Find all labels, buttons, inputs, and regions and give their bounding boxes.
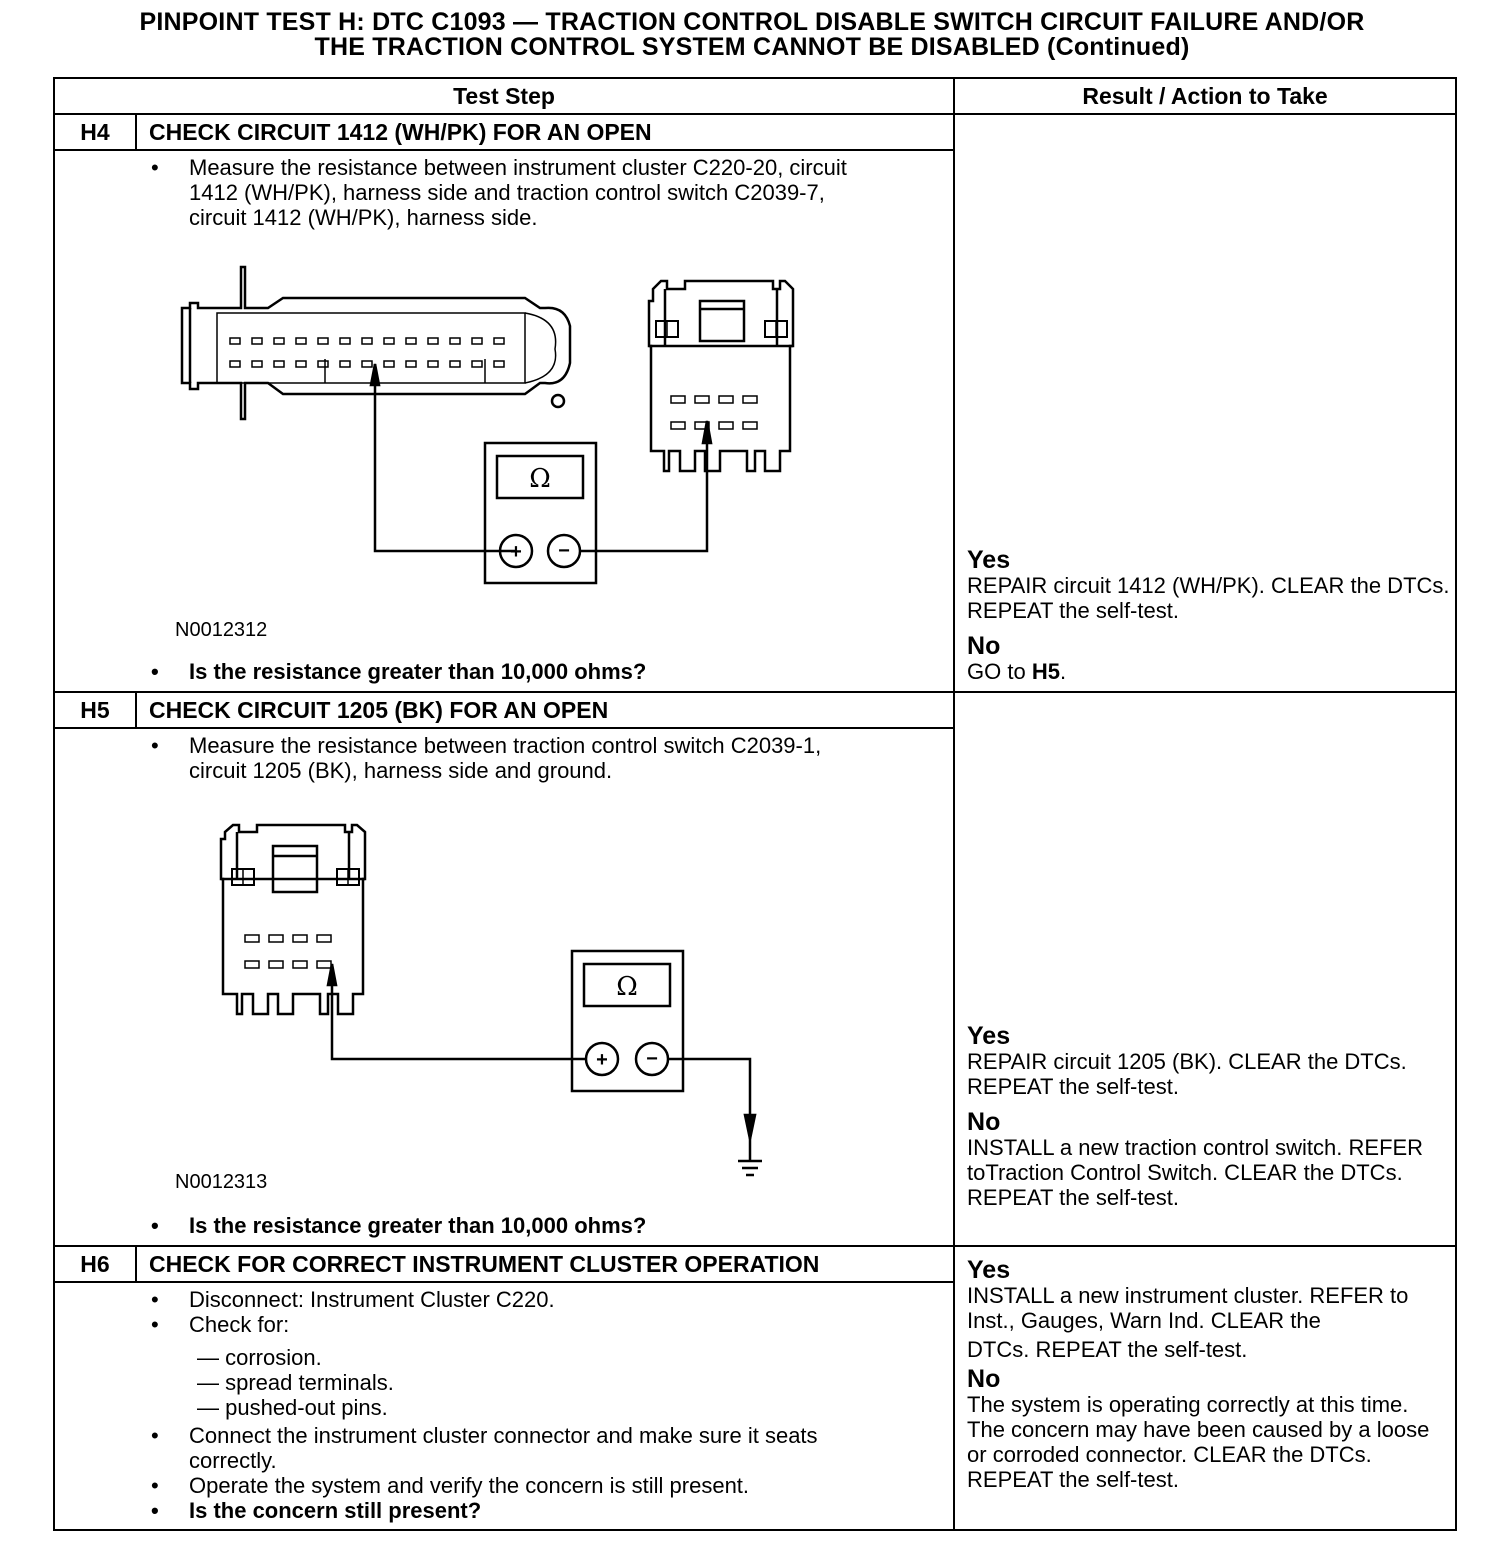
check-item-pushed-out-pins: — pushed-out pins. [197,1395,388,1420]
probe-tip-ground [745,1115,755,1139]
traction-switch-connector-icon [649,281,793,471]
ohm-symbol: Ω [529,464,551,494]
positive-test-lead [375,364,515,551]
no-text-h5: INSTALL a new traction control switch. REFER toTraction Control Switch. CLEAR the DTCs. REPEAT the self-test. [967,1135,1424,1210]
step-id-h6: H6 [54,1246,136,1282]
c220-pin-row-bottom [230,361,504,367]
c2039-pins [671,396,757,429]
bullet-h5-1: • Measure the resistance between traction control switch C2039-1, circuit 1205 (BK), harness side and ground. [55,733,865,783]
yes-label-h6: Yes [967,1256,1011,1284]
bullet-h4-1: • Measure the resistance between instrument cluster C220-20, circuit 1412 (WH/PK), harness side and traction control switch C2039-7, circuit 1412 (WH/PK), harness side. [55,155,865,230]
negative-test-lead [580,421,707,551]
meter-minus-terminal: − [646,1048,658,1070]
probe-tip-c2039 [328,964,336,985]
goto-link-h5[interactable]: H5 [1031,659,1060,684]
result-cell-h6 [954,1246,1456,1530]
bullet-h6-4: • Operate the system and verify the concern is still present. [55,1473,865,1498]
diagram-h4 [55,151,873,691]
yes-text-h6-cont: DTCs. REPEAT the self-test. [967,1337,1248,1362]
col-header-result: Result / Action to Take [954,78,1456,114]
title-line-1: PINPOINT TEST H: DTC C1093 — TRACTION CONTROL DISABLE SWITCH CIRCUIT FAILURE AND/OR [139,8,1365,36]
step-heading-h6: CHECK FOR CORRECT INSTRUMENT CLUSTER OPERATION [136,1246,954,1282]
diagram-h5 [55,729,873,1245]
bullet-h6-2: • Check for: [55,1312,865,1337]
bullet-h6-1: • Disconnect: Instrument Cluster C220. [55,1287,865,1312]
check-list [55,1345,394,1420]
figure-ref-h5: N0012313 [175,1171,268,1193]
check-item-corrosion: — corrosion. [197,1345,322,1370]
question-h6: • Is the concern still present? [55,1498,865,1523]
no-text-h4: GO to H5. [967,659,1067,684]
positive-test-lead [332,964,585,1059]
step-heading-h5: CHECK CIRCUIT 1205 (BK) FOR AN OPEN [136,692,954,728]
meter-minus-terminal: − [558,540,570,562]
no-label-h5: No [967,1108,1001,1136]
col-header-test-step: Test Step [54,78,954,114]
meter-plus-terminal: + [596,1049,608,1071]
no-label-h6: No [967,1365,1001,1393]
step-id-h5: H5 [54,692,136,728]
figure-ref-h4: N0012312 [175,619,268,641]
step-heading-h4: CHECK CIRCUIT 1412 (WH/PK) FOR AN OPEN [136,114,954,150]
step-id-h4: H4 [54,114,136,150]
ohm-symbol: Ω [616,972,638,1002]
check-item-spread-terminals: — spread terminals. [197,1370,394,1395]
question-h5: • Is the resistance greater than 10,000 ohms? [55,1213,865,1238]
result-cell-h4 [954,114,1456,692]
meter-plus-terminal: + [510,541,522,563]
no-label-h4: No [967,632,1001,660]
ground-symbol-icon [738,1139,762,1175]
yes-label-h4: Yes [967,546,1011,574]
page-title [0,10,1504,60]
question-h4: • Is the resistance greater than 10,000 ohms? [55,659,865,684]
step-body-h5 [54,728,954,1246]
bullet-h6-3: • Connect the instrument cluster connector and make sure it seats correctly. [55,1423,865,1473]
yes-text-h5: REPAIR circuit 1205 (BK). CLEAR the DTCs. REPEAT the self-test. [967,1049,1407,1099]
step-body-h4 [54,150,954,692]
yes-label-h5: Yes [967,1022,1011,1050]
yes-text-h4: REPAIR circuit 1412 (WH/PK). CLEAR the DTCs. REPEAT the self-test. [967,573,1450,623]
pinpoint-test-table [53,77,1457,1531]
negative-test-lead [669,1059,750,1139]
traction-switch-connector-icon [221,825,365,1014]
c220-pin-row-top [230,338,504,344]
yes-text-h6: INSTALL a new instrument cluster. REFER to Inst., Gauges, Warn Ind. CLEAR the [967,1283,1409,1333]
title-line-2: THE TRACTION CONTROL SYSTEM CANNOT BE DISABLED (Continued) [314,33,1190,61]
probe-tip-c2039 [703,421,711,443]
no-text-h6: The system is operating correctly at this time. The concern may have been caused by a loose or corroded connector. CLEAR the DTCs. REPEAT the self-test. [967,1392,1430,1492]
result-cell-h5 [954,692,1456,1246]
c2039-pins [245,935,331,968]
step-body-h6 [54,1282,954,1530]
